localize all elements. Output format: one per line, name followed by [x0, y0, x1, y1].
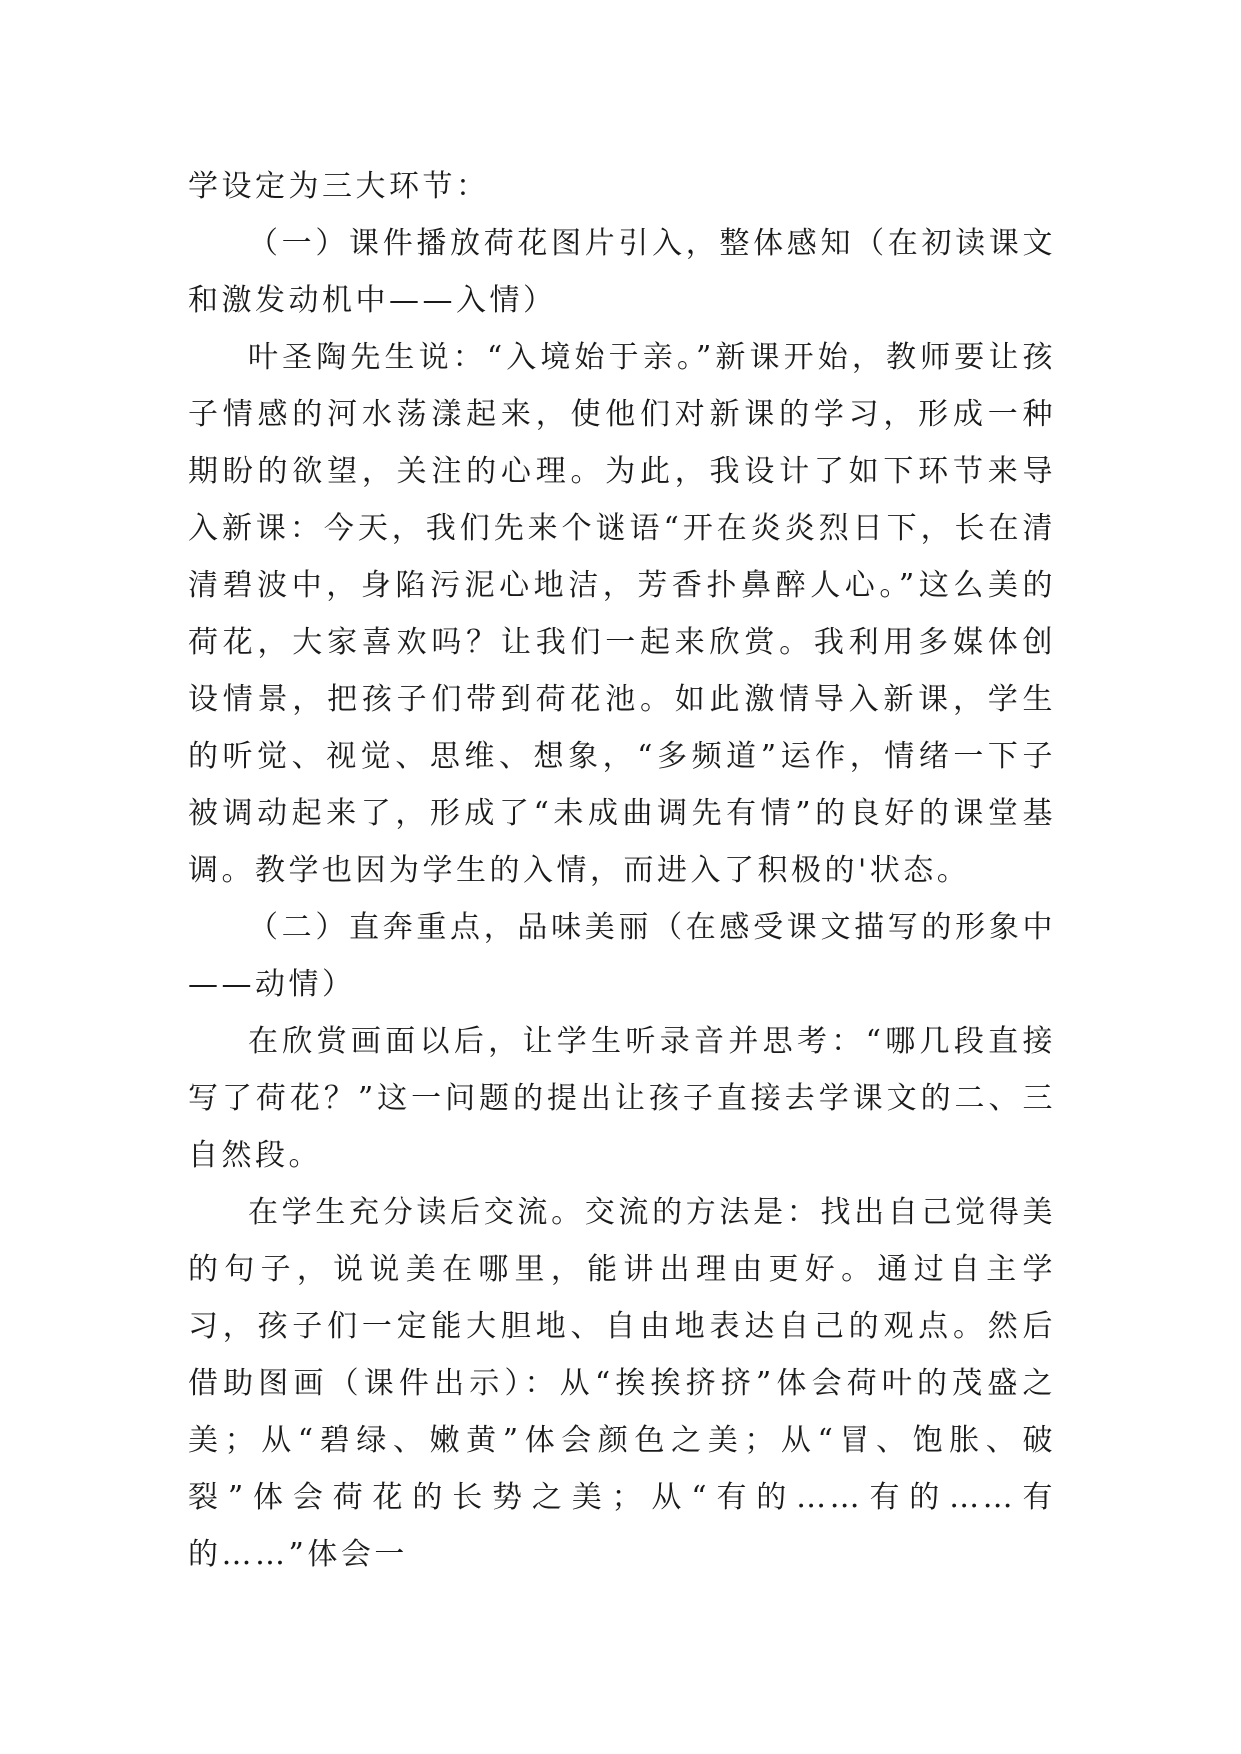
- paragraph-6: 在学生充分读后交流。交流的方法是：找出自己觉得美的句子，说说美在哪里，能讲出理由更好。通过自主学习，孩子们一定能大胆地、自由地表达自己的观点。然后借助图画（课件出示）：从“挨挨挤挤”体会荷叶的茂盛之美；从“碧绿、嫩黄”体会颜色之美；从“冒、饱胀、破裂”体会荷花的长势之美；从“有的……有的……有的……”体会一: [188, 1195, 1056, 1572]
- section-heading-2: （二）直奔重点，品味美丽（在感受课文描写的形象中——动情）: [188, 910, 1056, 1002]
- section-heading-1: （一）课件播放荷花图片引入，整体感知（在初读课文和激发动机中——入情）: [188, 226, 1056, 318]
- body-text: [188, 158, 1056, 1583]
- paragraph-5: 在欣赏画面以后，让学生听录音并思考：“哪几段直接写了荷花？”这一问题的提出让孩子直接去学课文的二、三自然段。: [188, 1024, 1056, 1173]
- paragraph-1: 学设定为三大环节：: [188, 169, 490, 204]
- paragraph-3: 叶圣陶先生说：“入境始于亲。”新课开始，教师要让孩子情感的河水荡漾起来，使他们对新课的学习，形成一种期盼的欲望，关注的心理。为此，我设计了如下环节来导入新课：今天，我们先来个谜语“开在炎炎烈日下，长在清清碧波中，身陷污泥心地洁，芳香扑鼻醉人心。”这么美的荷花，大家喜欢吗？让我们一起来欣赏。我利用多媒体创设情景，把孩子们带到荷花池。如此激情导入新课，学生的听觉、视觉、思维、想象，“多频道”运作，情绪一下子被调动起来了，形成了“未成曲调先有情”的良好的课堂基调。教学也因为学生的入情，而进入了积极的'状态。: [188, 340, 1056, 888]
